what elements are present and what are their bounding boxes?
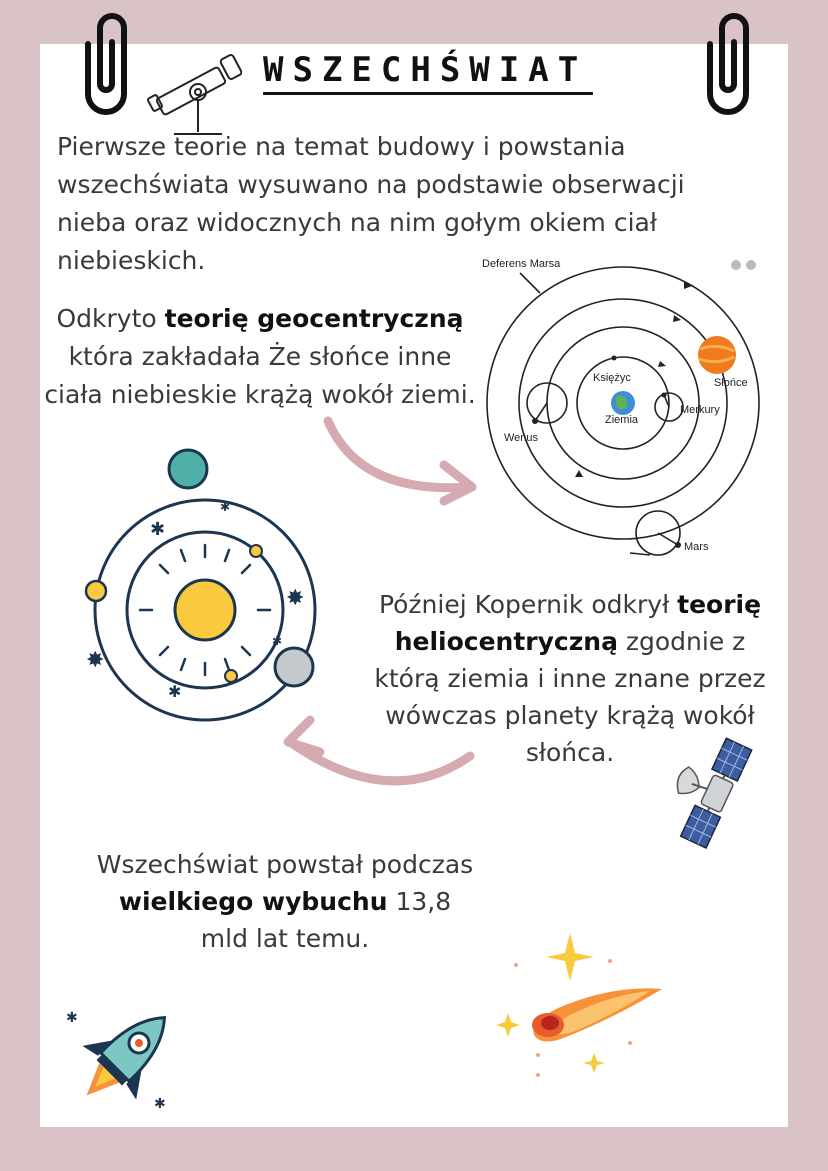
- heliocentric-bold: teorię heliocentryczną: [394, 590, 762, 656]
- label-earth: Ziemia: [605, 414, 639, 426]
- bigbang-text-after: 13,8 mld lat temu.: [200, 887, 452, 953]
- geocentric-bold: teorię geocentryczną: [164, 304, 464, 333]
- svg-text:✱: ✱: [168, 682, 182, 701]
- arrow-icon-left: [270, 712, 480, 792]
- geocentric-diagram: [478, 255, 768, 555]
- bigbang-paragraph: [95, 846, 475, 957]
- geocentric-text-after: która zakładała Że słońce inne ciała niebieskie krążą wokół ziemi.: [44, 342, 476, 409]
- svg-text:✱: ✱: [220, 500, 231, 514]
- svg-text:✸: ✸: [286, 586, 305, 611]
- label-sun: Słońce: [714, 377, 748, 389]
- svg-text:✸: ✸: [86, 648, 105, 673]
- solar-system-icon: [80, 445, 330, 725]
- paperclip-icon-right: [700, 14, 756, 114]
- label-mars: Mars: [684, 541, 709, 553]
- rocket-icon: [62, 1000, 182, 1120]
- geocentric-paragraph: [40, 300, 480, 414]
- heliocentric-text-before: Później Kopernik odkrył: [378, 590, 678, 619]
- bigbang-text-before: Wszechświat powstał podczas: [96, 850, 474, 879]
- telescope-icon: [148, 52, 248, 138]
- page-title: WSZECHŚWIAT: [263, 50, 593, 95]
- label-venus: Wenus: [504, 432, 539, 444]
- svg-text:✱: ✱: [150, 519, 166, 540]
- svg-text:✱: ✱: [154, 1096, 166, 1112]
- intro-paragraph: Pierwsze teorie na temat budowy i powstania wszechświata wysuwano na podstawie obserwacji nieba oraz widocznych na nim gołym okiem ciał niebieskich.: [57, 132, 685, 275]
- svg-text:✱: ✱: [66, 1010, 78, 1026]
- label-mercury: Merkury: [680, 404, 720, 416]
- geocentric-text-before: Odkryto: [56, 304, 165, 333]
- sun-icon: [698, 336, 736, 374]
- bigbang-bold: wielkiego wybuchu: [118, 887, 388, 916]
- heliocentric-text-after: zgodnie z którą ziemia i inne znane przez wówczas planety krążą wokół słońca.: [374, 627, 766, 767]
- satellite-icon: [668, 738, 768, 850]
- label-moon: Księżyc: [593, 372, 631, 384]
- paperclip-icon-left: [78, 14, 134, 114]
- comet-icon: [490, 925, 670, 1085]
- arrow-icon-right: [320, 415, 480, 505]
- svg-text:✱: ✱: [272, 634, 283, 648]
- label-deferent: Deferens Marsa: [482, 258, 561, 270]
